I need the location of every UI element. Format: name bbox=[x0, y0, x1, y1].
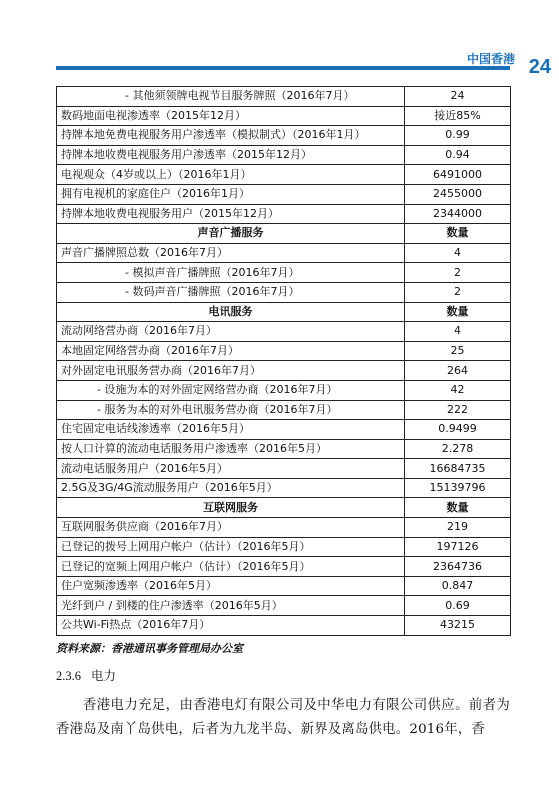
table-row bbox=[57, 341, 511, 361]
table-row bbox=[57, 459, 511, 479]
row-value: 15139796 bbox=[405, 478, 511, 498]
row-label: - 设施为本的对外固定网络营办商（2016年7月） bbox=[57, 380, 405, 400]
row-value: 数量 bbox=[405, 302, 511, 322]
table-section-header bbox=[57, 224, 511, 244]
row-value: 0.847 bbox=[405, 576, 511, 596]
row-value: 219 bbox=[405, 518, 511, 538]
section-heading bbox=[56, 666, 116, 684]
row-value: 2344000 bbox=[405, 204, 511, 224]
row-value: 43215 bbox=[405, 616, 511, 636]
row-value: 197126 bbox=[405, 537, 511, 557]
row-label: 2.5G及3G/4G流动服务用户（2016年5月） bbox=[57, 478, 405, 498]
row-value: 4 bbox=[405, 322, 511, 342]
table-row bbox=[57, 243, 511, 263]
body-paragraph: 香港电力充足，由香港电灯有限公司及中华电力有限公司供应。前者为香港岛及南丫岛供电，后者为九龙半岛、新界及离岛供电。2016年，香 bbox=[56, 698, 510, 737]
table-row bbox=[57, 87, 511, 107]
row-label: 拥有电视机的家庭住户（2016年1月） bbox=[57, 184, 405, 204]
row-label: 声音广播服务 bbox=[57, 224, 405, 244]
table-row bbox=[57, 126, 511, 146]
row-label: 持牌本地收费电视服务用户渗透率（2015年12月） bbox=[57, 145, 405, 165]
row-value: 接近85% bbox=[405, 106, 511, 126]
table-row bbox=[57, 478, 511, 498]
row-label: 数码地面电视渗透率（2015年12月） bbox=[57, 106, 405, 126]
table-row bbox=[57, 380, 511, 400]
row-label: 持牌本地免费电视服务用户渗透率（模拟制式）（2016年1月） bbox=[57, 126, 405, 146]
table-row bbox=[57, 145, 511, 165]
table-section-header bbox=[57, 302, 511, 322]
table-row bbox=[57, 439, 511, 459]
row-label: - 服务为本的对外电讯服务营办商（2016年7月） bbox=[57, 400, 405, 420]
section-title: 电力 bbox=[91, 668, 117, 683]
table-row bbox=[57, 282, 511, 302]
statistics-table-body bbox=[57, 87, 511, 636]
table-row bbox=[57, 322, 511, 342]
row-label: - 模拟声音广播牌照（2016年7月） bbox=[57, 263, 405, 283]
table-row bbox=[57, 263, 511, 283]
table-section-header bbox=[57, 498, 511, 518]
row-value: 数量 bbox=[405, 224, 511, 244]
row-label: 对外固定电讯服务营办商（2016年7月） bbox=[57, 361, 405, 381]
row-label: 声音广播牌照总数（2016年7月） bbox=[57, 243, 405, 263]
row-value: 2364736 bbox=[405, 557, 511, 577]
row-label: - 其他须领牌电视节目服务牌照（2016年7月） bbox=[57, 87, 405, 107]
table-row bbox=[57, 184, 511, 204]
row-value: 2 bbox=[405, 263, 511, 283]
table-row bbox=[57, 596, 511, 616]
table-row bbox=[57, 576, 511, 596]
row-label: 住户宽频渗透率（2016年5月） bbox=[57, 576, 405, 596]
row-label: 光纤到户 / 到楼的住户渗透率（2016年5月） bbox=[57, 596, 405, 616]
row-label: 电视观众（4岁或以上）（2016年1月） bbox=[57, 165, 405, 185]
row-label: 互联网服务供应商（2016年7月） bbox=[57, 518, 405, 538]
row-value: 0.94 bbox=[405, 145, 511, 165]
row-value: 数量 bbox=[405, 498, 511, 518]
table-row bbox=[57, 616, 511, 636]
table-row bbox=[57, 420, 511, 440]
row-value: 4 bbox=[405, 243, 511, 263]
statistics-table bbox=[56, 86, 511, 636]
row-label: 按人口计算的流动电话服务用户渗透率（2016年5月） bbox=[57, 439, 405, 459]
row-label: 互联网服务 bbox=[57, 498, 405, 518]
row-value: 25 bbox=[405, 341, 511, 361]
table-row bbox=[57, 204, 511, 224]
row-value: 6491000 bbox=[405, 165, 511, 185]
table-row bbox=[57, 537, 511, 557]
row-value: 2 bbox=[405, 282, 511, 302]
row-value: 0.69 bbox=[405, 596, 511, 616]
row-label: 住宅固定电话线渗透率（2016年5月） bbox=[57, 420, 405, 440]
row-label: 电讯服务 bbox=[57, 302, 405, 322]
header-rule bbox=[56, 66, 510, 70]
running-header-title: 中国香港 bbox=[466, 52, 515, 66]
row-value: 24 bbox=[405, 87, 511, 107]
table-row bbox=[57, 518, 511, 538]
row-value: 2.278 bbox=[405, 439, 511, 459]
section-number: 2.3.6 bbox=[56, 669, 81, 683]
row-value: 42 bbox=[405, 380, 511, 400]
row-label: 持牌本地收费电视服务用户（2015年12月） bbox=[57, 204, 405, 224]
row-value: 16684735 bbox=[405, 459, 511, 479]
table-row bbox=[57, 557, 511, 577]
row-value: 264 bbox=[405, 361, 511, 381]
table-row bbox=[57, 400, 511, 420]
table-row bbox=[57, 106, 511, 126]
source-note: 资料来源：香港通讯事务管理局办公室 bbox=[56, 642, 243, 655]
row-value: 0.99 bbox=[405, 126, 511, 146]
row-label: 本地固定网络营办商（2016年7月） bbox=[57, 341, 405, 361]
row-label: 流动网络营办商（2016年7月） bbox=[57, 322, 405, 342]
row-label: - 数码声音广播牌照（2016年7月） bbox=[57, 282, 405, 302]
row-value: 2455000 bbox=[405, 184, 511, 204]
row-value: 222 bbox=[405, 400, 511, 420]
row-label: 流动电话服务用户（2016年5月） bbox=[57, 459, 405, 479]
table-row bbox=[57, 361, 511, 381]
row-label: 已登记的拨号上网用户帐户（估计）（2016年5月） bbox=[57, 537, 405, 557]
row-label: 公共Wi-Fi热点（2016年7月） bbox=[57, 616, 405, 636]
page-number: 24 bbox=[528, 56, 551, 78]
row-label: 已登记的宽频上网用户帐户（估计）（2016年5月） bbox=[57, 557, 405, 577]
row-value: 0.9499 bbox=[405, 420, 511, 440]
table-row bbox=[57, 165, 511, 185]
